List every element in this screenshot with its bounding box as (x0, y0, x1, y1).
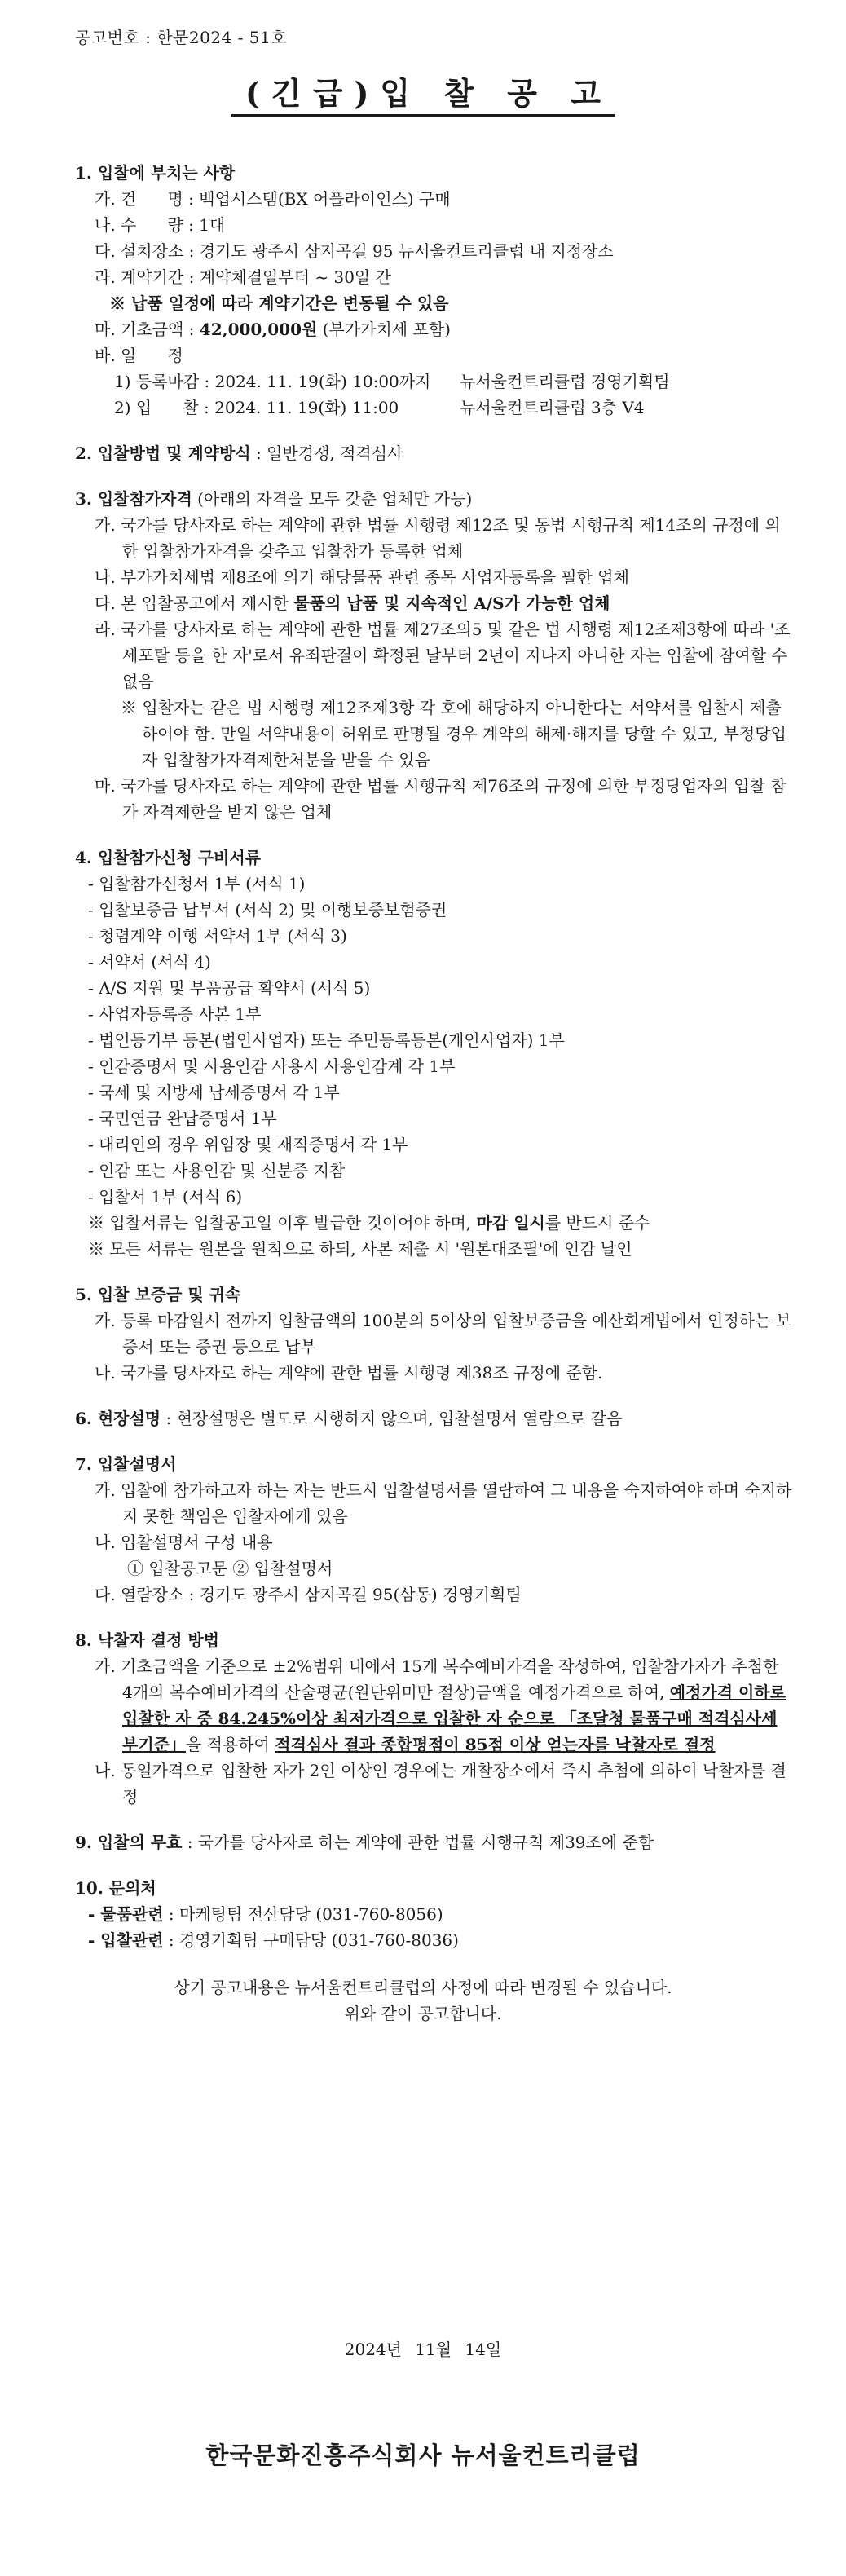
s1-item-ma (75, 316, 792, 342)
contact-goods-label: - 물품관련 (88, 1904, 164, 1924)
section-5 (75, 1281, 792, 1386)
s3-item-na: 나. 부가가치세법 제8조에 의거 해당물품 관련 종목 사업자등록을 필한 업체 (95, 567, 629, 587)
closing-statement (0, 1974, 846, 2027)
document-title: (긴급)입 찰 공 고 (231, 75, 615, 117)
s7-item-ga: 가. 입찰에 참가하고자 하는 자는 반드시 입찰설명서를 열람하여 그 내용을 숙지하여야 하며 숙지하지 못한 책임은 입찰자에게 있음 (95, 1480, 792, 1526)
section-2 (75, 440, 792, 466)
document-title-wrap (0, 75, 846, 117)
s3-item-ra-note: ※ 입찰자는 같은 법 시행령 제12조제3항 각 호에 해당하지 아니한다는 서약서를 입찰시 제출하여야 함. 만일 서약내용이 허위로 판명될 경우 계약의 해제·해지를 당할 수 있고, 부정당업자 입찰참가자격제한처분을 받을 수 있음 (121, 698, 787, 770)
s4-item: - 법인등기부 등본(법인사업자) 또는 주민등록등본(개인사업자) 1부 (88, 1030, 565, 1050)
closing-line-1: 상기 공고내용은 뉴서울컨트리클럽의 사정에 따라 변경될 수 있습니다. (174, 1978, 672, 1997)
s1-item-da: 다. 설치장소 : 경기도 광주시 삼지곡길 95 뉴서울컨트리클럽 내 지정장소 (95, 241, 614, 261)
s3-item-ra: 라. 국가를 당사자로 하는 계약에 관한 법률 제27조의5 및 같은 법 시행령 제12조제3항에 따라 '조세포탈 등을 한 자'로서 유죄판결이 확정된 날부터 2년이 지나지 아니한 자는 입찰에 참여할 수 없음 (95, 620, 791, 691)
schedule-bid-place: 뉴서울컨트리클럽 3층 V4 (460, 398, 645, 417)
schedule-bid-time: 2) 입 찰 : 2024. 11. 19(화) 11:00 (114, 398, 399, 417)
s1-item-ra-note: ※ 납품 일정에 따라 계약기간은 변동될 수 있음 (109, 293, 449, 313)
section-4 (75, 845, 792, 1262)
section-1 (75, 160, 792, 421)
s5-item-na: 나. 국가를 당사자로 하는 계약에 관한 법률 시행령 제38조 규정에 준함. (95, 1363, 603, 1383)
s4-item: - 사업자등록증 사본 1부 (88, 1004, 262, 1024)
s7-item-na: 나. 입찰설명서 구성 내용 (95, 1533, 273, 1552)
s1-item-ra: 라. 계약기간 : 계약체결일부터 ~ 30일 간 (95, 267, 391, 287)
s4-item: - 입찰보증금 납부서 (서식 2) 및 이행보증보험증권 (88, 900, 447, 920)
section-9 (75, 1829, 792, 1855)
section-8 (75, 1627, 792, 1810)
section-3-heading: 3. 입찰참가자격 (75, 489, 192, 509)
section-9-text: : 국가를 당사자로 하는 계약에 관한 법률 시행규칙 제39조에 준함 (182, 1833, 654, 1852)
contact-bid-text: : 경영기획팀 구매담당 (031-760-8036) (163, 1930, 459, 1950)
s4-note-1 (75, 1210, 792, 1236)
s3-item-ma: 마. 국가를 당사자로 하는 계약에 관한 법률 시행규칙 제76조의 규정에 의한 부정당업자의 입찰 참가 자격제한을 받지 않은 업체 (95, 776, 787, 822)
section-9-heading: 9. 입찰의 무효 (75, 1833, 183, 1852)
s1-item-ma-vat: (부가가치세 포함) (317, 320, 451, 339)
section-7-heading: 7. 입찰설명서 (75, 1454, 177, 1474)
s8-item-ga-text: 가. 기초금액을 기준으로 ±2%범위 내에서 15개 복수예비가격을 작성하여, 입찰참가자가 추첨한 4개의 복수예비가격의 산술평균(원단위미만 절상)금액을 예정가격으로 하여, (95, 1656, 779, 1702)
s1-item-ga: 가. 건 명 : 백업시스템(BX 어플라이언스) 구매 (95, 189, 451, 209)
s1-item-ba: 바. 일 정 (95, 346, 183, 365)
s3-item-da-text: 다. 본 입찰공고에서 제시한 (95, 593, 294, 613)
schedule-registration-place: 뉴서울컨트리클럽 경영기획팀 (460, 372, 670, 391)
section-7 (75, 1451, 792, 1608)
s7-item-na-sub: ① 입찰공고문 ② 입찰설명서 (127, 1559, 333, 1578)
base-amount: 42,000,000원 (199, 320, 318, 339)
closing-line-2: 위와 같이 공고합니다. (344, 2004, 502, 2023)
section-4-heading: 4. 입찰참가신청 구비서류 (75, 848, 262, 867)
section-2-text: : 일반경쟁, 적격심사 (250, 443, 403, 463)
s4-note-2: ※ 모든 서류는 원본을 원칙으로 하되, 사본 제출 시 '원본대조필'에 인감 날인 (88, 1239, 632, 1259)
contact-bid-label: - 입찰관련 (88, 1930, 164, 1950)
s4-item: - 입찰참가신청서 1부 (서식 1) (88, 874, 306, 893)
section-3-heading-note: (아래의 자격을 모두 갖춘 업체만 가능) (192, 489, 473, 509)
s4-item: - 인감 또는 사용인감 및 신분증 지참 (88, 1161, 346, 1180)
s3-item-da (75, 590, 792, 616)
s4-item: - 청렴계약 이행 서약서 1부 (서식 3) (88, 926, 347, 946)
schedule-registration (75, 368, 792, 395)
s1-item-na: 나. 수 량 : 1대 (95, 215, 226, 235)
s4-item: - 입찰서 1부 (서식 6) (88, 1187, 243, 1206)
s4-item: - 국세 및 지방세 납세증명서 각 1부 (88, 1083, 340, 1102)
section-10-heading: 10. 문의처 (75, 1878, 156, 1898)
s4-note-1-bold: 마감 일시 (476, 1213, 545, 1233)
s4-item: - 인감증명서 및 사용인감 사용시 사용인감계 각 1부 (88, 1056, 456, 1076)
contact-goods-text: : 마케팅팀 전산담당 (031-760-8056) (163, 1904, 443, 1924)
notice-number: 공고번호 : 한문2024 - 51호 (75, 28, 288, 47)
section-6-heading: 6. 현장설명 (75, 1409, 161, 1428)
schedule-registration-time: 1) 등록마감 : 2024. 11. 19(화) 10:00까지 (114, 372, 431, 391)
issuing-organization: 한국문화진흥주식회사 뉴서울컨트리클럽 (205, 2441, 641, 2469)
section-10 (75, 1875, 792, 1953)
s4-note-1-text: ※ 입찰서류는 입찰공고일 이후 발급한 것이어야 하며, (88, 1213, 477, 1233)
s1-item-ma-label: 마. 기초금액 : (95, 320, 200, 339)
section-2-heading: 2. 입찰방법 및 계약방식 (75, 443, 251, 463)
s4-item: - A/S 지원 및 부품공급 확약서 (서식 5) (88, 978, 371, 998)
contact-goods (75, 1901, 792, 1927)
s8-item-ga (75, 1653, 792, 1758)
s7-item-da: 다. 열람장소 : 경기도 광주시 삼지곡길 95(삼동) 경영기획팀 (95, 1585, 522, 1604)
schedule-bid (75, 395, 792, 421)
section-6 (75, 1405, 792, 1431)
section-5-heading: 5. 입찰 보증금 및 귀속 (75, 1285, 241, 1304)
s3-item-da-bold: 물품의 납품 및 지속적인 A/S가 가능한 업체 (293, 593, 610, 613)
notice-date: 2024년 11월 14일 (344, 2340, 502, 2359)
s5-item-ga: 가. 등록 마감일시 전까지 입찰금액의 100분의 5이상의 입찰보증금을 예산회계법에서 인정하는 보증서 또는 증권 등으로 납부 (95, 1311, 791, 1356)
section-1-heading: 1. 입찰에 부치는 사항 (75, 163, 236, 183)
s8-item-ga-underlined-2: 적격심사 결과 종합평점이 85점 이상 얻는자를 낙찰자로 결정 (275, 1735, 716, 1754)
s3-item-ga: 가. 국가를 당사자로 하는 계약에 관한 법률 시행령 제12조 및 동법 시행규칙 제14조의 규정에 의한 입찰참가자격을 갖추고 입찰참가 등록한 업체 (95, 515, 781, 561)
s8-item-ga-underlined-1: 예정가격 이하로 입찰한 자 중 84.245%이상 최저가격으로 입찰한 자 순으로 「조달청 물품구매 적격심사세부기준」 (122, 1683, 786, 1754)
s4-item: - 국민연금 완납증명서 1부 (88, 1109, 277, 1128)
section-3 (75, 486, 792, 825)
notice-body (75, 160, 792, 2027)
s4-item: - 서약서 (서식 4) (88, 952, 211, 972)
contact-bid (75, 1927, 792, 1953)
section-8-heading: 8. 낙찰자 결정 방법 (75, 1630, 220, 1650)
section-6-text: : 현장설명은 별도로 시행하지 않으며, 입찰설명서 열람으로 갈음 (161, 1409, 623, 1428)
s4-note-1-tail: 를 반드시 준수 (544, 1213, 650, 1233)
s4-item: - 대리인의 경우 위임장 및 재직증명서 각 1부 (88, 1135, 408, 1154)
s8-item-na: 나. 동일가격으로 입찰한 자가 2인 이상인 경우에는 개찰장소에서 즉시 추첨에 의하여 낙찰자를 결정 (95, 1761, 787, 1806)
s8-item-ga-mid: 을 적용하여 (185, 1735, 275, 1754)
